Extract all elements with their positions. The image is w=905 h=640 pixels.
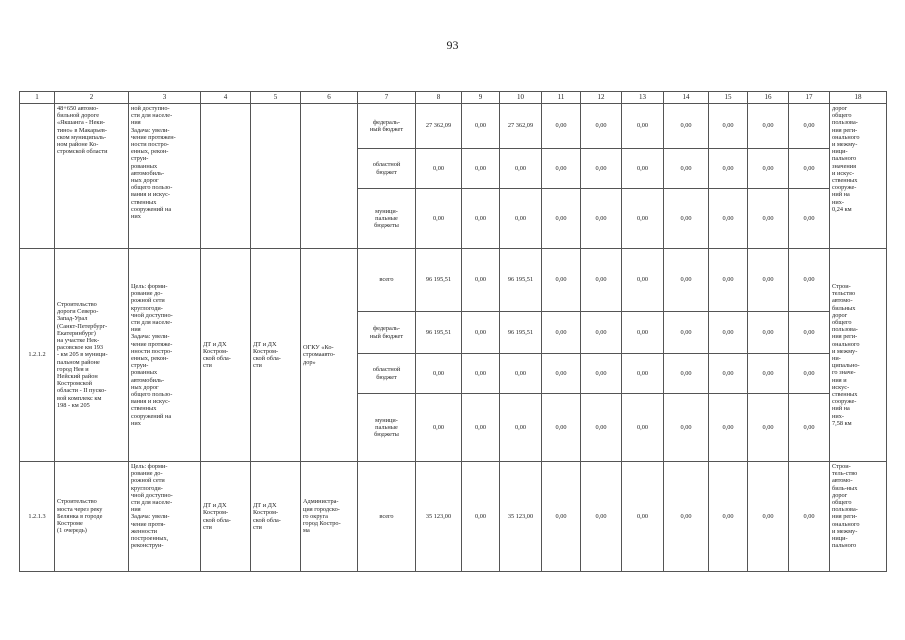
value-cell: 96 195,51	[416, 312, 462, 354]
value-cell: 0,00	[416, 354, 462, 394]
result-cell: Строи- тельство автомо- бильных дорог общего пользова- ния реги- онального и межму- ни- ципально- го значе- ния и искус- ственных сооруже- ний на них- 7,58 км	[830, 249, 887, 462]
value-cell: 0,00	[748, 462, 789, 572]
funding-source-cell: федераль- ный бюджет	[358, 312, 416, 354]
value-cell: 0,00	[581, 249, 622, 312]
value-cell: 0,00	[622, 149, 664, 189]
table-row	[20, 104, 887, 149]
value-cell: 0,00	[748, 312, 789, 354]
value-cell: 0,00	[542, 249, 581, 312]
value-cell: 0,00	[416, 394, 462, 462]
result-cell: Строи- тель-ство автомо- биль-ных дорог общего пользова- ния реги- онального и межму- ници- пального	[830, 462, 887, 572]
value-cell: 0,00	[500, 394, 542, 462]
value-cell: 0,00	[622, 462, 664, 572]
value-cell: 0,00	[664, 189, 709, 249]
column-number-row	[20, 92, 887, 104]
value-cell: 0,00	[542, 149, 581, 189]
value-cell: 0,00	[789, 149, 830, 189]
value-cell: 27 362,09	[416, 104, 462, 149]
column-number-cell: 2	[55, 92, 129, 104]
value-cell: 0,00	[416, 149, 462, 189]
column-number-cell: 3	[129, 92, 201, 104]
value-cell: 0,00	[416, 189, 462, 249]
value-cell: 0,00	[542, 312, 581, 354]
funding-source-cell: всего	[358, 249, 416, 312]
value-cell: 0,00	[542, 394, 581, 462]
column-number-cell: 13	[622, 92, 664, 104]
value-cell: 96 195,51	[500, 249, 542, 312]
value-cell: 27 362,09	[500, 104, 542, 149]
funding-source-cell: федераль- ный бюджет	[358, 104, 416, 149]
value-cell: 0,00	[664, 312, 709, 354]
column-number-cell: 5	[251, 92, 301, 104]
program-table	[19, 91, 887, 572]
value-cell: 0,00	[500, 189, 542, 249]
executor-cell: Администра- ция городско- го округа город Костро- ма	[301, 462, 358, 572]
value-cell: 0,00	[664, 462, 709, 572]
column-number-cell: 4	[201, 92, 251, 104]
value-cell: 0,00	[709, 249, 748, 312]
value-cell: 0,00	[462, 354, 500, 394]
column-number-cell: 17	[789, 92, 830, 104]
value-cell: 0,00	[462, 312, 500, 354]
column-number-cell: 8	[416, 92, 462, 104]
column-number-cell: 18	[830, 92, 887, 104]
column-number-cell: 7	[358, 92, 416, 104]
value-cell: 0,00	[748, 189, 789, 249]
coordinator-cell: ДТ и ДХ Костром- ской обла- сти	[251, 462, 301, 572]
measure-name-cell: Строительство дороги Северо- Запад-Урал (Санкт-Петербург- Екатеринбург) на участке Нек- расовское км 193 - км 205 в муници- пальном районе город Нея и Нейский район Костромской области - II пуско- вой комплекс км 198 - км 205	[55, 249, 129, 462]
value-cell: 0,00	[500, 354, 542, 394]
column-number-cell: 14	[664, 92, 709, 104]
measure-name-cell: 48+650 автомо- бильной дороге «Якшанга - Неки- тино» в Макарьев- ском муниципаль- ном районе Ко- стромской области	[55, 104, 129, 249]
value-cell: 96 195,51	[416, 249, 462, 312]
column-number-cell: 15	[709, 92, 748, 104]
funding-source-cell: областной бюджет	[358, 149, 416, 189]
value-cell: 0,00	[462, 104, 500, 149]
coordinator-cell: ДТ и ДХ Костром- ской обла- сти	[251, 249, 301, 462]
value-cell: 0,00	[462, 149, 500, 189]
code-cell	[20, 104, 55, 249]
value-cell: 0,00	[622, 394, 664, 462]
value-cell: 0,00	[748, 249, 789, 312]
value-cell: 0,00	[542, 104, 581, 149]
column-number-cell: 1	[20, 92, 55, 104]
value-cell: 0,00	[709, 104, 748, 149]
executor-cell: ОГКУ «Ко- стромаавто- дор»	[301, 249, 358, 462]
value-cell: 0,00	[748, 104, 789, 149]
value-cell: 0,00	[462, 394, 500, 462]
value-cell: 96 195,51	[500, 312, 542, 354]
page-number: 93	[446, 38, 459, 52]
table-row	[20, 462, 887, 572]
goal-cell: ной доступно- сти для населе- ния Задача: увели- чение протяжен- ности постро- енных, рекон- струи- рованных автомобиль- ных дорог общего пользо- вания и искус- ственных сооружений на них	[129, 104, 201, 249]
executor-cell	[301, 104, 358, 249]
value-cell: 0,00	[462, 462, 500, 572]
funding-source-cell: областной бюджет	[358, 354, 416, 394]
column-number-cell: 9	[462, 92, 500, 104]
value-cell: 0,00	[709, 312, 748, 354]
customer-cell: ДТ и ДХ Костром- ской обла- сти	[201, 462, 251, 572]
value-cell: 0,00	[789, 394, 830, 462]
funding-source-cell: муници- пальные бюджеты	[358, 394, 416, 462]
value-cell: 0,00	[664, 394, 709, 462]
coordinator-cell	[251, 104, 301, 249]
measure-name-cell: Строительство моста через реку Белянка в городе Костроме (1 очередь)	[55, 462, 129, 572]
value-cell: 0,00	[709, 189, 748, 249]
value-cell: 0,00	[581, 104, 622, 149]
column-number-cell: 16	[748, 92, 789, 104]
value-cell: 0,00	[748, 394, 789, 462]
funding-source-cell: всего	[358, 462, 416, 572]
value-cell: 0,00	[581, 462, 622, 572]
value-cell: 0,00	[664, 354, 709, 394]
value-cell: 0,00	[581, 149, 622, 189]
value-cell: 0,00	[622, 189, 664, 249]
value-cell: 0,00	[789, 312, 830, 354]
value-cell: 0,00	[664, 149, 709, 189]
value-cell: 0,00	[789, 104, 830, 149]
value-cell: 0,00	[748, 354, 789, 394]
funding-source-cell: муници- пальные бюджеты	[358, 189, 416, 249]
value-cell: 0,00	[709, 149, 748, 189]
code-cell: 1.2.1.3	[20, 462, 55, 572]
value-cell: 0,00	[664, 249, 709, 312]
value-cell: 0,00	[622, 312, 664, 354]
value-cell: 0,00	[789, 189, 830, 249]
table-row	[20, 249, 887, 312]
value-cell: 0,00	[462, 189, 500, 249]
value-cell: 0,00	[581, 189, 622, 249]
result-cell: дорог общего пользова- ния реги- онального и межму- ници- пального значения и искус- ственных сооруже- ний на них- 0,24 км	[830, 104, 887, 249]
value-cell: 0,00	[462, 249, 500, 312]
value-cell: 0,00	[709, 354, 748, 394]
column-number-cell: 6	[301, 92, 358, 104]
column-number-cell: 11	[542, 92, 581, 104]
value-cell: 0,00	[581, 354, 622, 394]
value-cell: 0,00	[789, 354, 830, 394]
value-cell: 0,00	[622, 249, 664, 312]
value-cell: 0,00	[748, 149, 789, 189]
code-cell: 1.2.1.2	[20, 249, 55, 462]
column-number-cell: 10	[500, 92, 542, 104]
value-cell: 0,00	[500, 149, 542, 189]
customer-cell: ДТ и ДХ Костром- ской обла- сти	[201, 249, 251, 462]
value-cell: 0,00	[542, 354, 581, 394]
value-cell: 0,00	[622, 354, 664, 394]
value-cell: 0,00	[622, 104, 664, 149]
value-cell: 35 123,00	[500, 462, 542, 572]
value-cell: 0,00	[581, 312, 622, 354]
value-cell: 0,00	[709, 462, 748, 572]
value-cell: 0,00	[581, 394, 622, 462]
value-cell: 0,00	[542, 462, 581, 572]
goal-cell: Цель: форми- рование до- рожной сети круглогоди- чной доступно- сти для населе- ния Задача: увели- чение протяже- нности постро- енных, рекон- струи- рованных автомобиль- ных дорог общего пользо- вания и искус- ственных сооружений на них	[129, 249, 201, 462]
value-cell: 35 123,00	[416, 462, 462, 572]
column-number-cell: 12	[581, 92, 622, 104]
value-cell: 0,00	[542, 189, 581, 249]
value-cell: 0,00	[709, 394, 748, 462]
goal-cell: Цель: форми- рование до- рожной сети круглогоди- чной доступно- сти для населе- ния Задача: увели- чение протя- женности построенных, реконструи-	[129, 462, 201, 572]
value-cell: 0,00	[664, 104, 709, 149]
value-cell: 0,00	[789, 249, 830, 312]
value-cell: 0,00	[789, 462, 830, 572]
customer-cell	[201, 104, 251, 249]
